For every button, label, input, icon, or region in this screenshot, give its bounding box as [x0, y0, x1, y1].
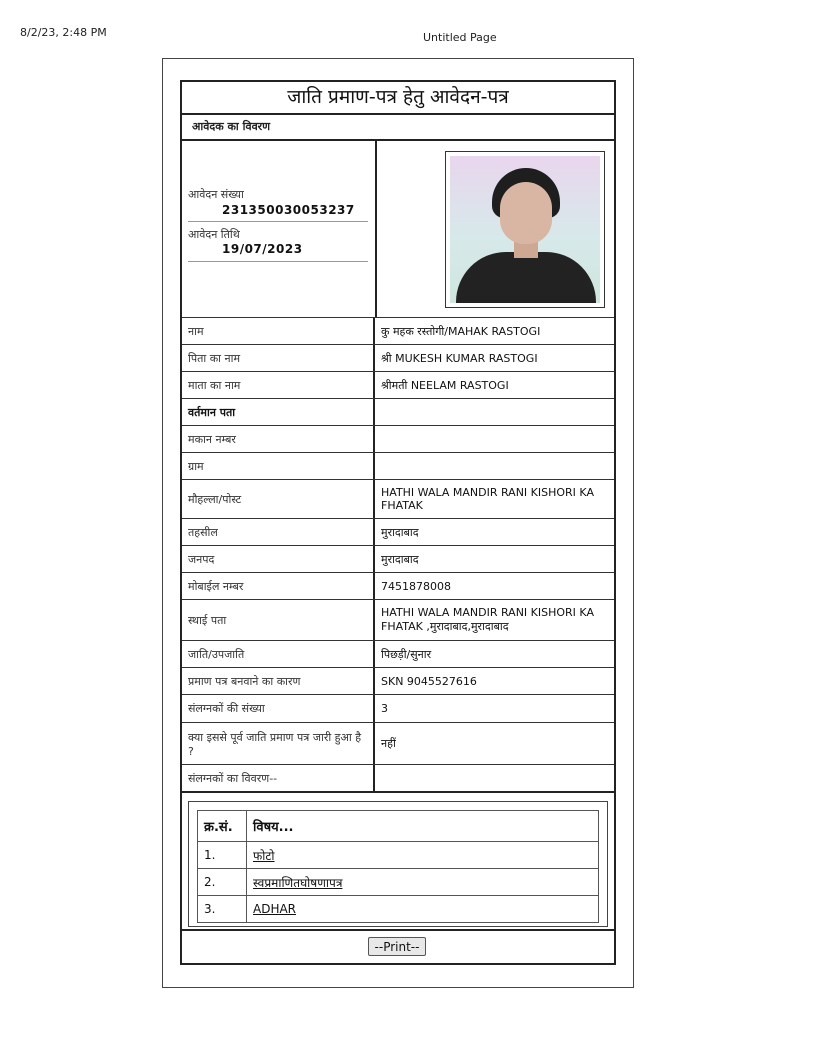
detail-value: 3 — [381, 702, 388, 715]
detail-row-mobile — [182, 573, 614, 600]
attachment-serial: 2. — [198, 869, 247, 896]
attachment-serial: 1. — [198, 842, 247, 869]
detail-row-caste — [182, 641, 614, 668]
attachment-link-aadhar[interactable]: ADHAR — [247, 896, 599, 923]
detail-value: मुरादाबाद — [381, 525, 419, 539]
detail-label: ग्राम — [182, 453, 375, 479]
column-header-subject: विषय... — [247, 811, 599, 842]
detail-label: संलग्नकों का विवरण-- — [182, 765, 375, 791]
detail-value: मुरादाबाद — [381, 552, 419, 566]
attachment-link-declaration[interactable]: स्वप्रमाणितघोषणापत्र — [247, 869, 599, 896]
detail-value — [375, 426, 614, 452]
application-number: 231350030053237 — [222, 203, 355, 217]
application-date-label: आवेदन तिथि — [188, 228, 240, 241]
application-form — [180, 80, 616, 965]
detail-value: पिछड़ी/सुनार — [381, 647, 432, 661]
application-date: 19/07/2023 — [222, 242, 303, 256]
detail-value — [375, 765, 614, 791]
attachment-link-photo[interactable]: फोटो — [247, 842, 599, 869]
print-page-title: Untitled Page — [423, 31, 497, 44]
detail-row-permanent-address — [182, 600, 614, 641]
detail-label: नाम — [182, 318, 375, 344]
applicant-section-heading: आवेदक का विवरण — [182, 115, 614, 141]
application-info-block — [182, 141, 614, 318]
detail-value: HATHI WALA MANDIR RANI KISHORI KA FHATAK — [381, 486, 594, 512]
detail-value — [375, 399, 614, 425]
detail-label: जनपद — [182, 546, 375, 572]
detail-value: कु महक रस्तोगी/MAHAK RASTOGI — [381, 324, 541, 338]
detail-label: पिता का नाम — [182, 345, 375, 371]
detail-row-locality — [182, 480, 614, 519]
photo-shirt — [456, 252, 596, 303]
detail-row-current-address — [182, 399, 614, 426]
applicant-photo-frame — [445, 151, 605, 308]
photo-face — [500, 182, 552, 244]
detail-value: श्री MUKESH KUMAR RASTOGI — [381, 351, 538, 365]
detail-label: क्या इससे पूर्व जाति प्रमाण पत्र जारी हुआ है ? — [182, 723, 375, 764]
detail-label: मौहल्ला/पोस्ट — [182, 480, 375, 518]
print-datetime: 8/2/23, 2:48 PM — [20, 26, 107, 39]
detail-row-name — [182, 318, 614, 345]
detail-value: नहीं — [381, 737, 396, 750]
application-meta — [182, 141, 377, 317]
applicant-photo — [450, 156, 600, 303]
detail-row-father — [182, 345, 614, 372]
print-button[interactable]: --Print-- — [368, 937, 426, 956]
print-row — [182, 931, 614, 963]
column-header-serial: क्र.सं. — [198, 811, 247, 842]
photo-cell — [377, 141, 614, 317]
attachment-serial: 3. — [198, 896, 247, 923]
detail-label: संलग्नकों की संख्या — [182, 695, 375, 722]
detail-value — [375, 453, 614, 479]
divider — [188, 221, 368, 222]
application-number-label: आवेदन संख्या — [188, 188, 244, 201]
table-row — [198, 896, 599, 923]
detail-label: स्थाई पता — [182, 600, 375, 640]
detail-row-house-number — [182, 426, 614, 453]
detail-label: मकान नम्बर — [182, 426, 375, 452]
detail-label: माता का नाम — [182, 372, 375, 398]
detail-row-district — [182, 546, 614, 573]
divider — [188, 261, 368, 262]
detail-value: 7451878008 — [381, 579, 451, 593]
detail-row-tehsil — [182, 519, 614, 546]
attachments-table — [197, 810, 599, 923]
table-row — [198, 869, 599, 896]
detail-row-reason — [182, 668, 614, 695]
attachments-section — [182, 793, 614, 931]
detail-row-previous-certificate — [182, 723, 614, 765]
detail-label: मोबाईल नम्बर — [182, 573, 375, 599]
detail-row-attachment-count — [182, 695, 614, 723]
table-header-row — [198, 811, 599, 842]
detail-value: श्रीमती NEELAM RASTOGI — [381, 378, 509, 392]
detail-row-mother — [182, 372, 614, 399]
detail-label: प्रमाण पत्र बनवाने का कारण — [182, 668, 375, 694]
detail-label: तहसील — [182, 519, 375, 545]
detail-label: वर्तमान पता — [182, 399, 375, 425]
attachments-frame — [188, 801, 608, 927]
detail-row-attachment-details — [182, 765, 614, 793]
detail-row-village — [182, 453, 614, 480]
form-title: जाति प्रमाण-पत्र हेतु आवेदन-पत्र — [182, 82, 614, 115]
detail-label: जाति/उपजाति — [182, 641, 375, 667]
table-row — [198, 842, 599, 869]
detail-value: SKN 9045527616 — [381, 674, 477, 688]
detail-value: HATHI WALA MANDIR RANI KISHORI KA FHATAK ,मुरादाबाद,मुरादाबाद — [381, 606, 594, 633]
